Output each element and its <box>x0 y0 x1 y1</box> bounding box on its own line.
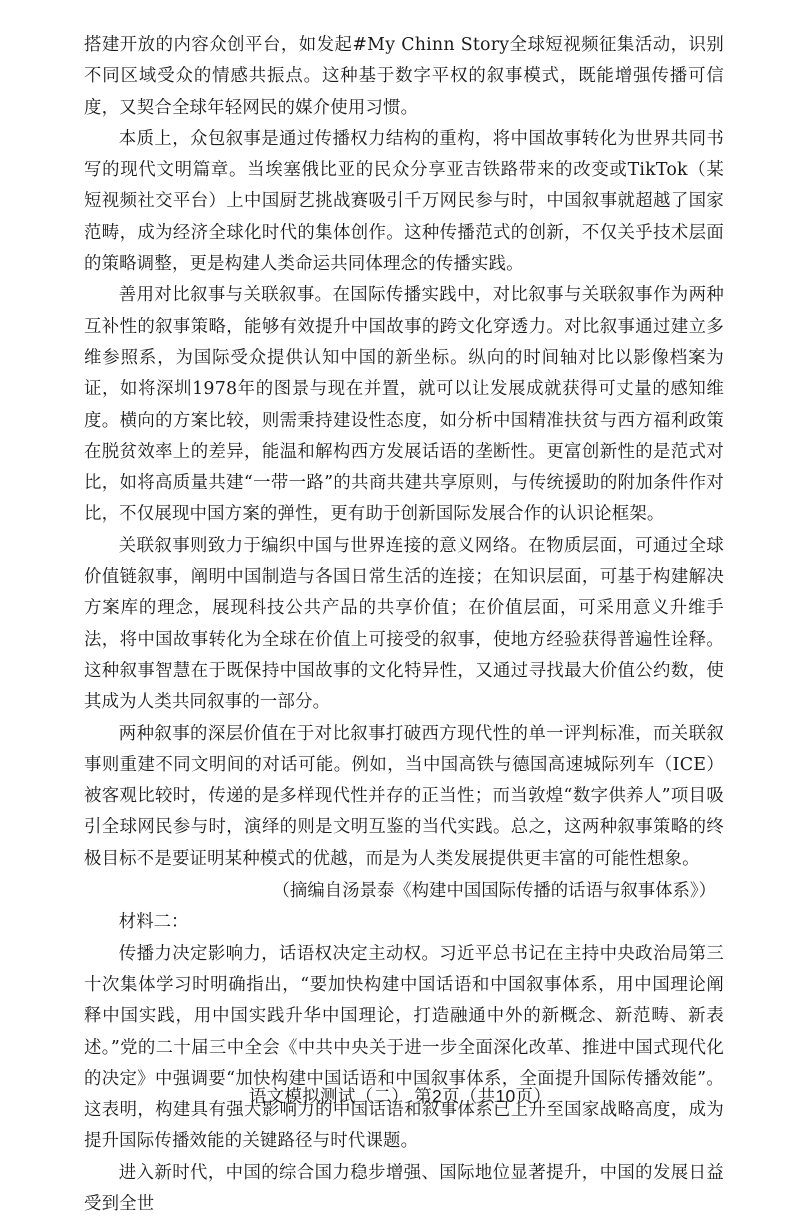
paragraph-6: 传播力决定影响力，话语权决定主动权。习近平总书记在主持中央政治局第三十次集体学习时明确指出，“要加快构建中国话语和中国叙事体系，用中国理论阐释中国实践，用中国实践升华中国理论，打造融通中外的新概念、新范畴、新表述。”党的二十届三中全会《中共中央关于进一步全面深化改革、推进中国式现代化的决定》中强调要“加快构建中国话语和中国叙事体系，全面提升国际传播效能”。这表明，构建具有强大影响力的中国话语和叙事体系已上升至国家战略高度，成为提升国际传播效能的关键路径与时代课题。 <box>84 943 724 1152</box>
paragraph-7: 进入新时代，中国的综合国力稳步增强、国际地位显著提升，中国的发展日益受到全世 <box>84 1162 724 1214</box>
source-citation: （摘编自汤景泰《构建中国国际传播的话语与叙事体系》） <box>272 881 716 902</box>
paragraph-3: 善用对比叙事与关联叙事。在国际传播实践中，对比叙事与关联叙事作为两种互补性的叙事策略，能够有效提升中国故事的跨文化穿透力。对比叙事通过建立多维参照系，为国际受众提供认知中国的新坐标。纵向的时间轴对比以影像档案为证，如将深圳1978年的图景与现在并置，就可以让发展成就获得可丈量的感知维度。横向的方案比较，则需秉持建设性态度，如分析中国精准扶贫与西方福利政策在脱贫效率上的差异，能温和解构西方发展话语的垄断性。更富创新性的是范式对比，如将高质量共建“一带一路”的共商共建共享原则，与传统援助的附加条件作对比，不仅展现中国方案的弹性，更有助于创新国际发展合作的认识论框架。 <box>84 285 724 525</box>
page-footer: 语文模拟测试（二） 第2页（共10页） <box>248 1086 552 1106</box>
paragraph-5: 两种叙事的深层价值在于对比叙事打破西方现代性的单一评判标准，而关联叙事则重建不同文明间的对话可能。例如，当中国高铁与德国高速城际列车（ICE）被客观比较时，传递的是多样现代性并存的正当性；而当敦煌“数字供养人”项目吸引全球网民参与时，演绎的则是文明互鉴的当代实践。总之，这两种叙事策略的终极目标不是要证明某种模式的优越，而是为人类发展提供更丰富的可能性想象。 <box>84 723 724 869</box>
paragraph-2: 本质上，众包叙事是通过传播权力结构的重构，将中国故事转化为世界共同书写的现代文明篇章。当埃塞俄比亚的民众分享亚吉铁路带来的改变或TikTok（某短视频社交平台）上中国厨艺挑战赛吸引千万网民参与时，中国叙事就超越了国家范畴，成为经济全球化时代的集体创作。这种传播范式的创新，不仅关乎技术层面的策略调整，更是构建人类命运共同体理念的传播实践。 <box>84 128 724 275</box>
paragraph-4: 关联叙事则致力于编织中国与世界连接的意义网络。在物质层面，可通过全球价值链叙事，阐明中国制造与各国日常生活的连接；在知识层面，可基于构建解决方案库的理念，展现科技公共产品的共享价值；在价值层面，可采用意义升维手法，将中国故事转化为全球在价值上可接受的叙事，使地方经验获得普遍性诠释。这种叙事智慧在于既保持中国故事的文化特异性，又通过寻找最大价值公约数，使其成为人类共同叙事的一部分。 <box>84 535 724 713</box>
paragraph-1: 搭建开放的内容众创平台，如发起#My Chinn Story全球短视频征集活动，识别不同区域受众的情感共振点。这种基于数字平权的叙事模式，既能增强传播可信度，又契合全球年轻网民的媒介使用习惯。 <box>84 35 724 118</box>
section-heading: 材料二： <box>118 912 189 933</box>
document-body <box>84 30 724 1220</box>
